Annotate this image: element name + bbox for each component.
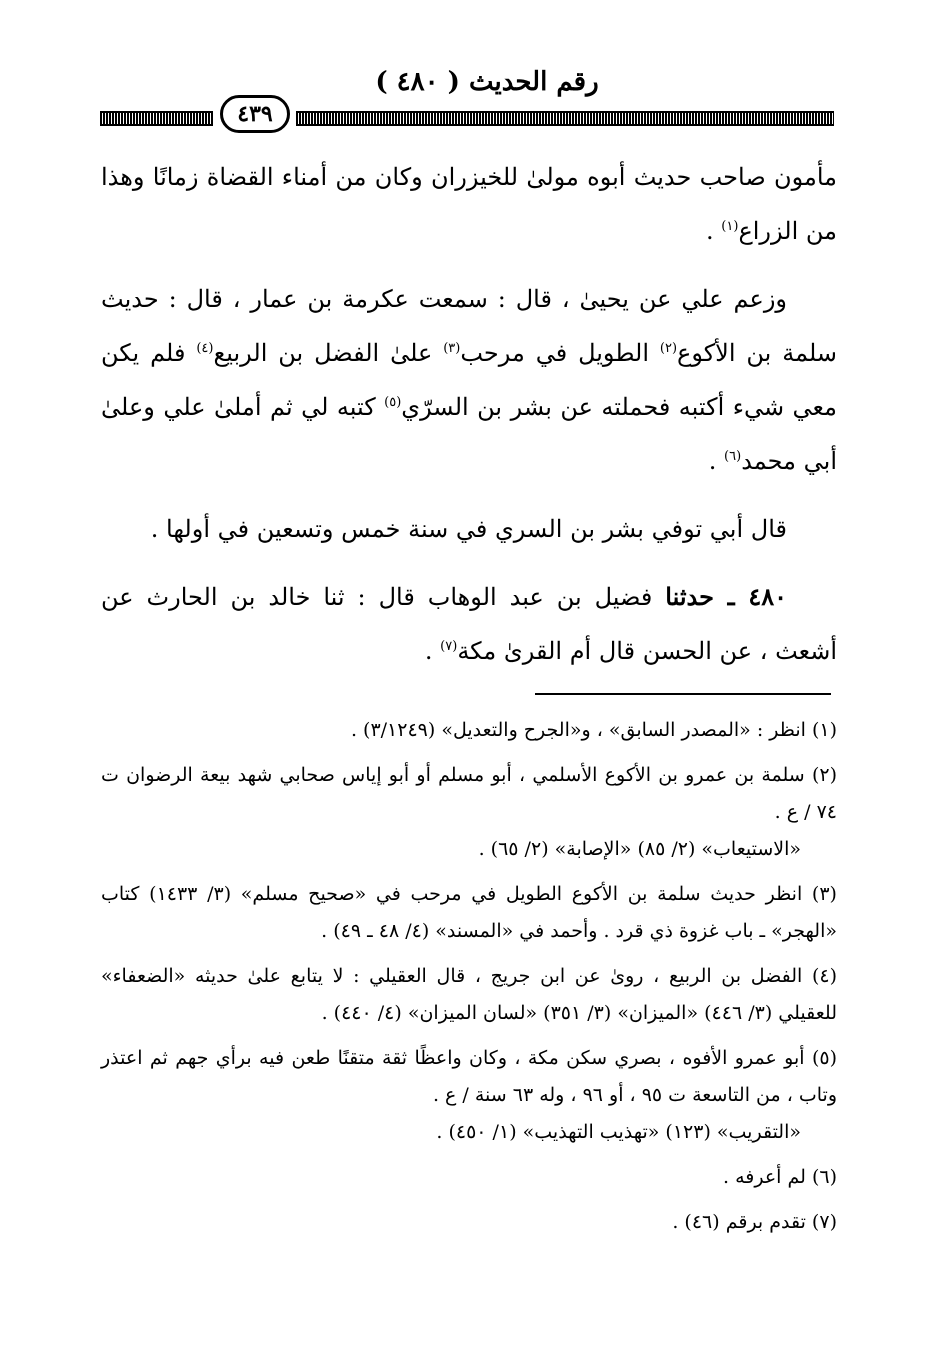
p2-part-d: فلم يكن معي شيء أكتبه فحملته عن بشر بن السرّي (101, 339, 837, 421)
p3-text: قال أبي توفي بشر بن السري في سنة خمس وتسعين في أولها . (150, 515, 787, 543)
p1-end: . (706, 217, 722, 245)
footnote-2-main: (٢) سلمة بن عمرو بن الأكوع الأسلمي ، أبو مسلم أو أبو إياس صحابي شهد بيعة الرضوان ت ٧٤ / ع . (101, 764, 837, 823)
footnote-ref-7: (٧) (440, 639, 458, 654)
paragraph-4-hadith (101, 570, 837, 678)
paragraph-2 (101, 272, 837, 488)
footnote-separator (535, 693, 831, 695)
p2-end: . (708, 447, 725, 475)
footnote-ref-5: (٥) (384, 395, 402, 410)
header-rule-right (296, 111, 834, 126)
p4-text: فضيل بن عبد الوهاب قال : ثنا خالد بن الحارث عن أشعث ، عن الحسن قال أم القرىٰ مكة (101, 583, 837, 665)
paragraph-1 (101, 150, 837, 258)
footnote-5-sources: «التقريب» (١٢٣) «تهذيب التهذيب» (١/ ٤٥٠) . (436, 1121, 801, 1143)
header-rule-left (100, 111, 213, 126)
footnote-ref-6: (٦) (724, 449, 742, 464)
footnote-2 (101, 757, 837, 868)
footnote-3: (٣) انظر حديث سلمة بن الأكوع الطويل في مرحب في «صحيح مسلم» (٣/ ١٤٣٣) كتاب «الهجر» ـ باب غزوة ذي قرد . وأحمد في «المسند» (٤/ ٤٨ ـ ٤٩) . (101, 883, 837, 942)
p2-part-b: الطويل في مرحب (460, 339, 660, 367)
footnotes (101, 712, 837, 1249)
footnote-7: (٧) تقدم برقم (٤٦) . (672, 1211, 837, 1233)
page-number-badge: ٤٣٩ (220, 95, 290, 133)
footnote-ref-2: (٢) (659, 341, 678, 356)
footnote-5 (101, 1040, 837, 1151)
footnote-ref-4: (٤) (196, 341, 214, 356)
p2-part-a: وزعم علي عن يحيىٰ ، قال : سمعت عكرمة بن عمار ، قال : حديث سلمة بن الأكوع (101, 285, 837, 367)
hadith-number-label: ٤٨٠ ـ حدثنا (665, 582, 787, 611)
p2-part-c: علىٰ الفضل بن الربيع (213, 339, 444, 367)
footnote-6: (٦) لم أعرفه . (722, 1166, 837, 1188)
paragraph-3 (101, 502, 837, 556)
p2-part-e: كتبه لي ثم أملىٰ علي وعلىٰ أبي محمد (101, 393, 837, 475)
p4-end: . (424, 637, 441, 665)
footnote-1: (١) انظر : «المصدر السابق» ، و«الجرح والتعديل» (٣/١٢٤٩) . (350, 719, 837, 741)
p1-text: مأمون صاحب حديث أبوه مولىٰ للخيزران وكان من أمناء القضاة زمانًا وهذا من الزراع (101, 163, 837, 245)
footnote-ref-3: (٣) (443, 341, 461, 356)
page-header-title: رقم الحديث ( ٤٨٠ ) (375, 67, 599, 97)
main-text (101, 150, 837, 692)
footnote-ref-1: (١) (721, 219, 739, 234)
footnote-2-sources: «الاستيعاب» (٢/ ٨٥) «الإصابة» (٢/ ٦٥) . (478, 838, 801, 860)
footnote-5-main: (٥) أبو عمرو الأفوه ، بصري سكن مكة ، وكان واعظًا ثقة متقنًا طعن فيه برأي جهم ثم اعتذر وتاب ، من التاسعة ت ٩٥ ، أو ٩٦ ، وله ٦٣ سنة / ع . (101, 1047, 837, 1106)
footnote-4: (٤) الفضل بن الربيع ، روىٰ عن ابن جريج ، قال العقيلي : لا يتابع علىٰ حديثه «الضعفاء» للعقيلي (٣/ ٤٤٦) «الميزان» (٣/ ٣٥١) «لسان الميزان» (٤/ ٤٤٠) . (101, 965, 837, 1024)
